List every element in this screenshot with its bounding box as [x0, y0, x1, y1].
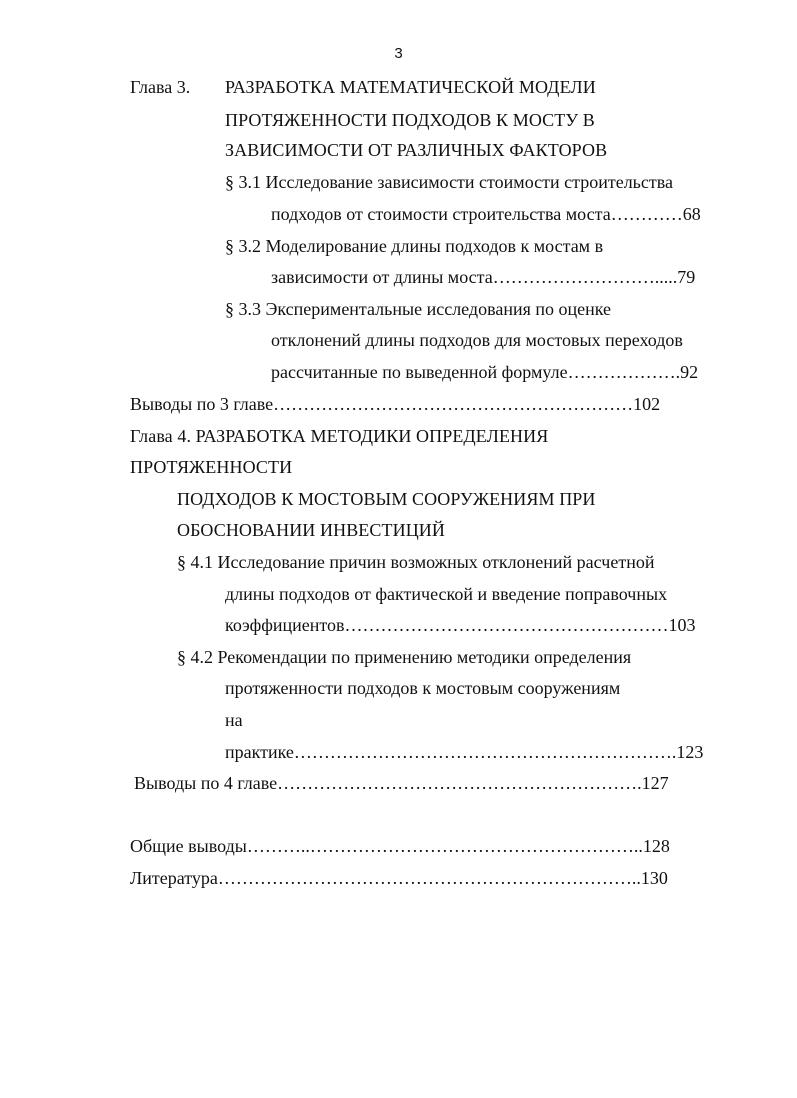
chapter3-conclusions: Выводы по 3 главе……………………………………………………102 — [130, 394, 661, 414]
toc-entry-4-1-line2: длины подходов от фактической и введение поправочных — [225, 584, 668, 604]
toc-entry-3-3-line3: рассчитанные по выведенной формуле……………….92 — [271, 362, 699, 382]
chapter3-label: Глава 3. — [130, 77, 191, 97]
toc-entry-3-1-line1: § 3.1 Исследование зависимости стоимости строительства — [225, 172, 673, 192]
chapter3-title-line3: ЗАВИСИМОСТИ ОТ РАЗЛИЧНЫХ ФАКТОРОВ — [225, 140, 608, 160]
chapter4-title-line2: ПРОТЯЖЕННОСТИ — [130, 457, 293, 477]
toc-entry-4-1-line3: коэффициентов………………………………………………103 — [225, 615, 696, 635]
toc-entry-4-2-line3: на — [225, 710, 243, 730]
chapter3-title-line2: ПРОТЯЖЕННОСТИ ПОДХОДОВ К МОСТУ В — [225, 110, 595, 130]
toc-entry-4-2-line4: практике……………………………………………………….123 — [225, 742, 704, 762]
page-number: 3 — [394, 45, 403, 62]
toc-entry-3-1-line2: подходов от стоимости строительства моста…………68 — [271, 204, 701, 224]
toc-entry-4-1-line1: § 4.1 Исследование причин возможных отклонений расчетной — [177, 552, 655, 572]
toc-entry-3-2-line1: § 3.2 Моделирование длины подходов к мостам в — [225, 236, 604, 256]
chapter4-title-line1: Глава 4. РАЗРАБОТКА МЕТОДИКИ ОПРЕДЕЛЕНИЯ — [130, 426, 549, 446]
general-conclusions: Общие выводы………..………………………………………………..128 — [130, 836, 670, 856]
toc-entry-4-2-line2: протяженности подходов к мостовым сооружениям — [225, 678, 621, 698]
toc-entry-3-3-line2: отклонений длины подходов для мостовых переходов — [271, 330, 683, 350]
chapter4-title-line3: ПОДХОДОВ К МОСТОВЫМ СООРУЖЕНИЯМ ПРИ — [177, 489, 596, 509]
toc-entry-3-2-line2: зависимости от длины моста……………………….....79 — [271, 267, 696, 287]
chapter3-title-line1: РАЗРАБОТКА МАТЕМАТИЧЕСКОЙ МОДЕЛИ — [225, 77, 596, 97]
chapter4-title-line4: ОБОСНОВАНИИ ИНВЕСТИЦИЙ — [177, 520, 445, 540]
literature: Литература……………………………………………………………..130 — [130, 868, 668, 888]
chapter4-conclusions: Выводы по 4 главе…………………………………………………….127 — [134, 773, 669, 793]
toc-entry-4-2-line1: § 4.2 Рекомендации по применению методики определения — [177, 647, 632, 667]
toc-entry-3-3-line1: § 3.3 Экспериментальные исследования по оценке — [225, 299, 612, 319]
